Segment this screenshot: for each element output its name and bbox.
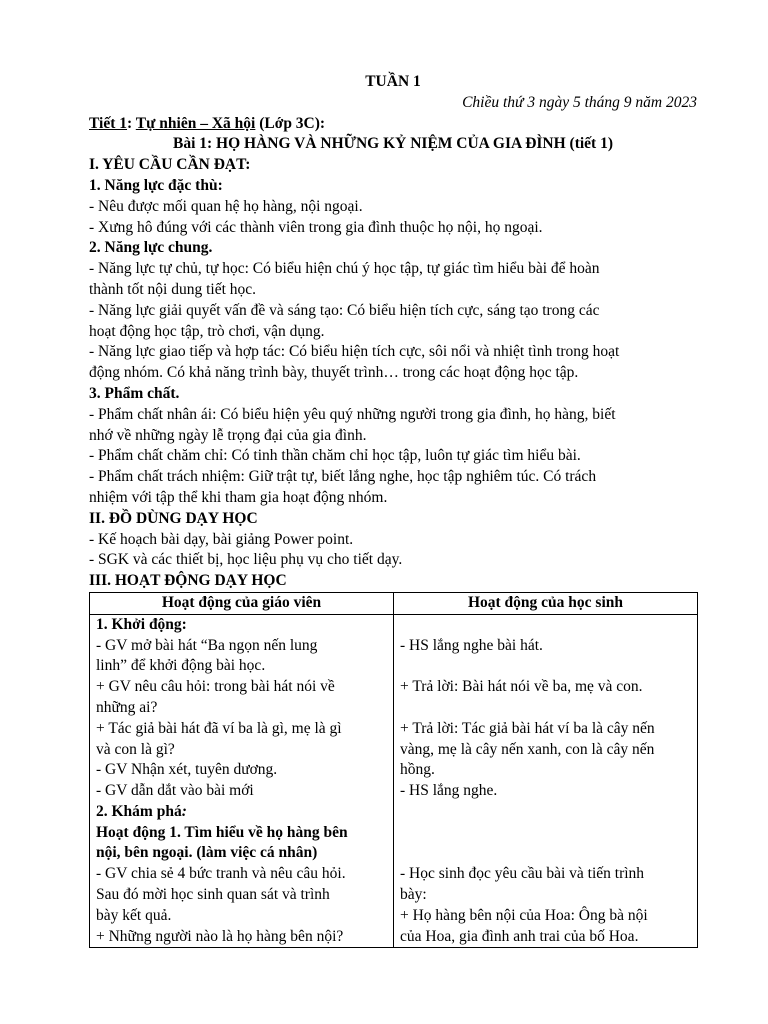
section3-heading: III. HOẠT ĐỘNG DẠY HỌC: [89, 572, 287, 590]
cell-line: + Trả lời: Bài hát nói về ba, mẹ và con.: [400, 678, 643, 696]
table-header-row: [90, 592, 698, 614]
section1-heading: I. YÊU CẦU CẦN ĐẠT:: [89, 156, 251, 174]
cell-line: - HS lắng nghe bài hát.: [400, 636, 543, 654]
section1-sub1: 1. Năng lực đặc thù:: [89, 176, 223, 194]
period-label: Tiết 1: [89, 114, 128, 132]
teacher-cell: [90, 614, 394, 948]
list-item: - SGK và các thiết bị, học liệu phụ vụ cho tiết dạy.: [89, 551, 403, 569]
explore-colon: :: [181, 802, 187, 820]
explore-heading: [96, 802, 387, 823]
list-item: - Phẩm chất chăm chỉ: Có tinh thần chăm chỉ học tập, luôn tự giác tìm hiểu bài.: [89, 447, 581, 465]
cell-line: - HS lắng nghe.: [400, 782, 498, 800]
list-item: - Nêu được mối quan hệ họ hàng, nội ngoại.: [89, 197, 363, 215]
blank-line: [400, 656, 691, 677]
cell-line: - GV chia sẻ 4 bức tranh và nêu câu hỏi.: [96, 865, 346, 883]
explore-heading-text: 2. Khám phá: [96, 802, 182, 820]
activities-table: [89, 592, 698, 949]
cell-line: linh” để khởi động bài học.: [96, 657, 266, 675]
cell-line: và con là gì?: [96, 740, 175, 758]
cell-line: + Họ hàng bên nội của Hoa: Ông bà nội: [400, 906, 648, 924]
cell-line: + Trả lời: Tác giả bài hát ví ba là cây nến: [400, 719, 655, 737]
blank-line: [400, 843, 691, 864]
cell-line: những ai?: [96, 698, 158, 716]
list-item-cont: thành tốt nội dung tiết học.: [89, 280, 257, 298]
col-header-teacher: Hoạt động của giáo viên: [90, 592, 394, 614]
activity1-heading: Hoạt động 1. Tìm hiểu về họ hàng bên: [96, 823, 348, 841]
week-heading: TUẦN 1: [365, 73, 421, 90]
cell-line: - Học sinh đọc yêu cầu bài và tiến trình: [400, 865, 645, 883]
section2-heading: II. ĐỒ DÙNG DẠY HỌC: [89, 509, 258, 527]
lesson-date: Chiều thứ 3 ngày 5 tháng 9 năm 2023: [462, 93, 697, 111]
warmup-heading: 1. Khởi động:: [96, 615, 187, 633]
list-item-cont: nhiệm với tập thể khi tham gia hoạt động nhóm.: [89, 488, 388, 506]
section1-sub2: 2. Năng lực chung.: [89, 239, 213, 257]
list-item-cont: hoạt động học tập, trò chơi, vận dụng.: [89, 322, 325, 340]
cell-line: + Những người nào là họ hàng bên nội?: [96, 927, 344, 945]
blank-line: [400, 823, 691, 844]
subject-name: Tự nhiên – Xã hội: [135, 114, 256, 132]
period-line: [89, 114, 697, 135]
class-name: (Lớp 3C):: [255, 114, 326, 132]
cell-line: bày:: [400, 886, 427, 904]
blank-line: [400, 802, 691, 823]
lesson-title: Bài 1: HỌ HÀNG VÀ NHỮNG KỶ NIỆM CỦA GIA ĐÌNH (tiết 1): [172, 135, 614, 153]
blank-line: [400, 698, 691, 719]
student-cell: [394, 614, 698, 948]
list-item-cont: động nhóm. Có khả năng trình bày, thuyết trình… trong các hoạt động học tập.: [89, 364, 579, 382]
cell-line: - GV dẫn dắt vào bài mới: [96, 782, 254, 800]
list-item: - Phẩm chất trách nhiệm: Giữ trật tự, biết lắng nghe, học tập nghiêm túc. Có trách: [89, 468, 597, 486]
cell-line: hồng.: [400, 761, 435, 779]
cell-line: + Tác giả bài hát đã ví ba là gì, mẹ là gì: [96, 719, 342, 737]
cell-line: bày kết quả.: [96, 906, 172, 924]
cell-line: vàng, mẹ là cây nến xanh, con là cây nến: [400, 740, 655, 758]
table-row: [90, 614, 698, 948]
list-item: - Năng lực tự chủ, tự học: Có biểu hiện chú ý học tập, tự giác tìm hiểu bài để hoàn: [89, 260, 600, 278]
cell-line: - GV Nhận xét, tuyên dương.: [96, 761, 278, 779]
cell-line: Sau đó mời học sinh quan sát và trình: [96, 886, 330, 904]
col-header-student: Hoạt động của học sinh: [394, 592, 698, 614]
list-item-cont: nhớ về những ngày lễ trọng đại của gia đình.: [89, 426, 367, 444]
cell-line: - GV mở bài hát “Ba ngọn nến lung: [96, 636, 318, 654]
list-item: - Phẩm chất nhân ái: Có biểu hiện yêu quý những người trong gia đình, họ hàng, biết: [89, 405, 616, 423]
activity1-heading-cont: nội, bên ngoại. (làm việc cá nhân): [96, 844, 318, 862]
document-page: [89, 72, 697, 948]
list-item: - Năng lực giải quyết vấn đề và sáng tạo: Có biểu hiện tích cực, sáng tạo trong các: [89, 301, 600, 319]
period-colon: :: [127, 114, 136, 132]
list-item: - Năng lực giao tiếp và hợp tác: Có biểu hiện tích cực, sôi nổi và nhiệt tình trong hoạt: [89, 343, 620, 361]
list-item: - Xưng hô đúng với các thành viên trong gia đình thuộc họ nội, họ ngoại.: [89, 218, 543, 236]
cell-line: + GV nêu câu hỏi: trong bài hát nói về: [96, 678, 335, 696]
blank-line: [400, 615, 691, 636]
list-item: - Kế hoạch bài dạy, bài giảng Power point.: [89, 530, 354, 548]
section1-sub3: 3. Phẩm chất.: [89, 384, 180, 402]
cell-line: của Hoa, gia đình anh trai của bố Hoa.: [400, 927, 639, 945]
